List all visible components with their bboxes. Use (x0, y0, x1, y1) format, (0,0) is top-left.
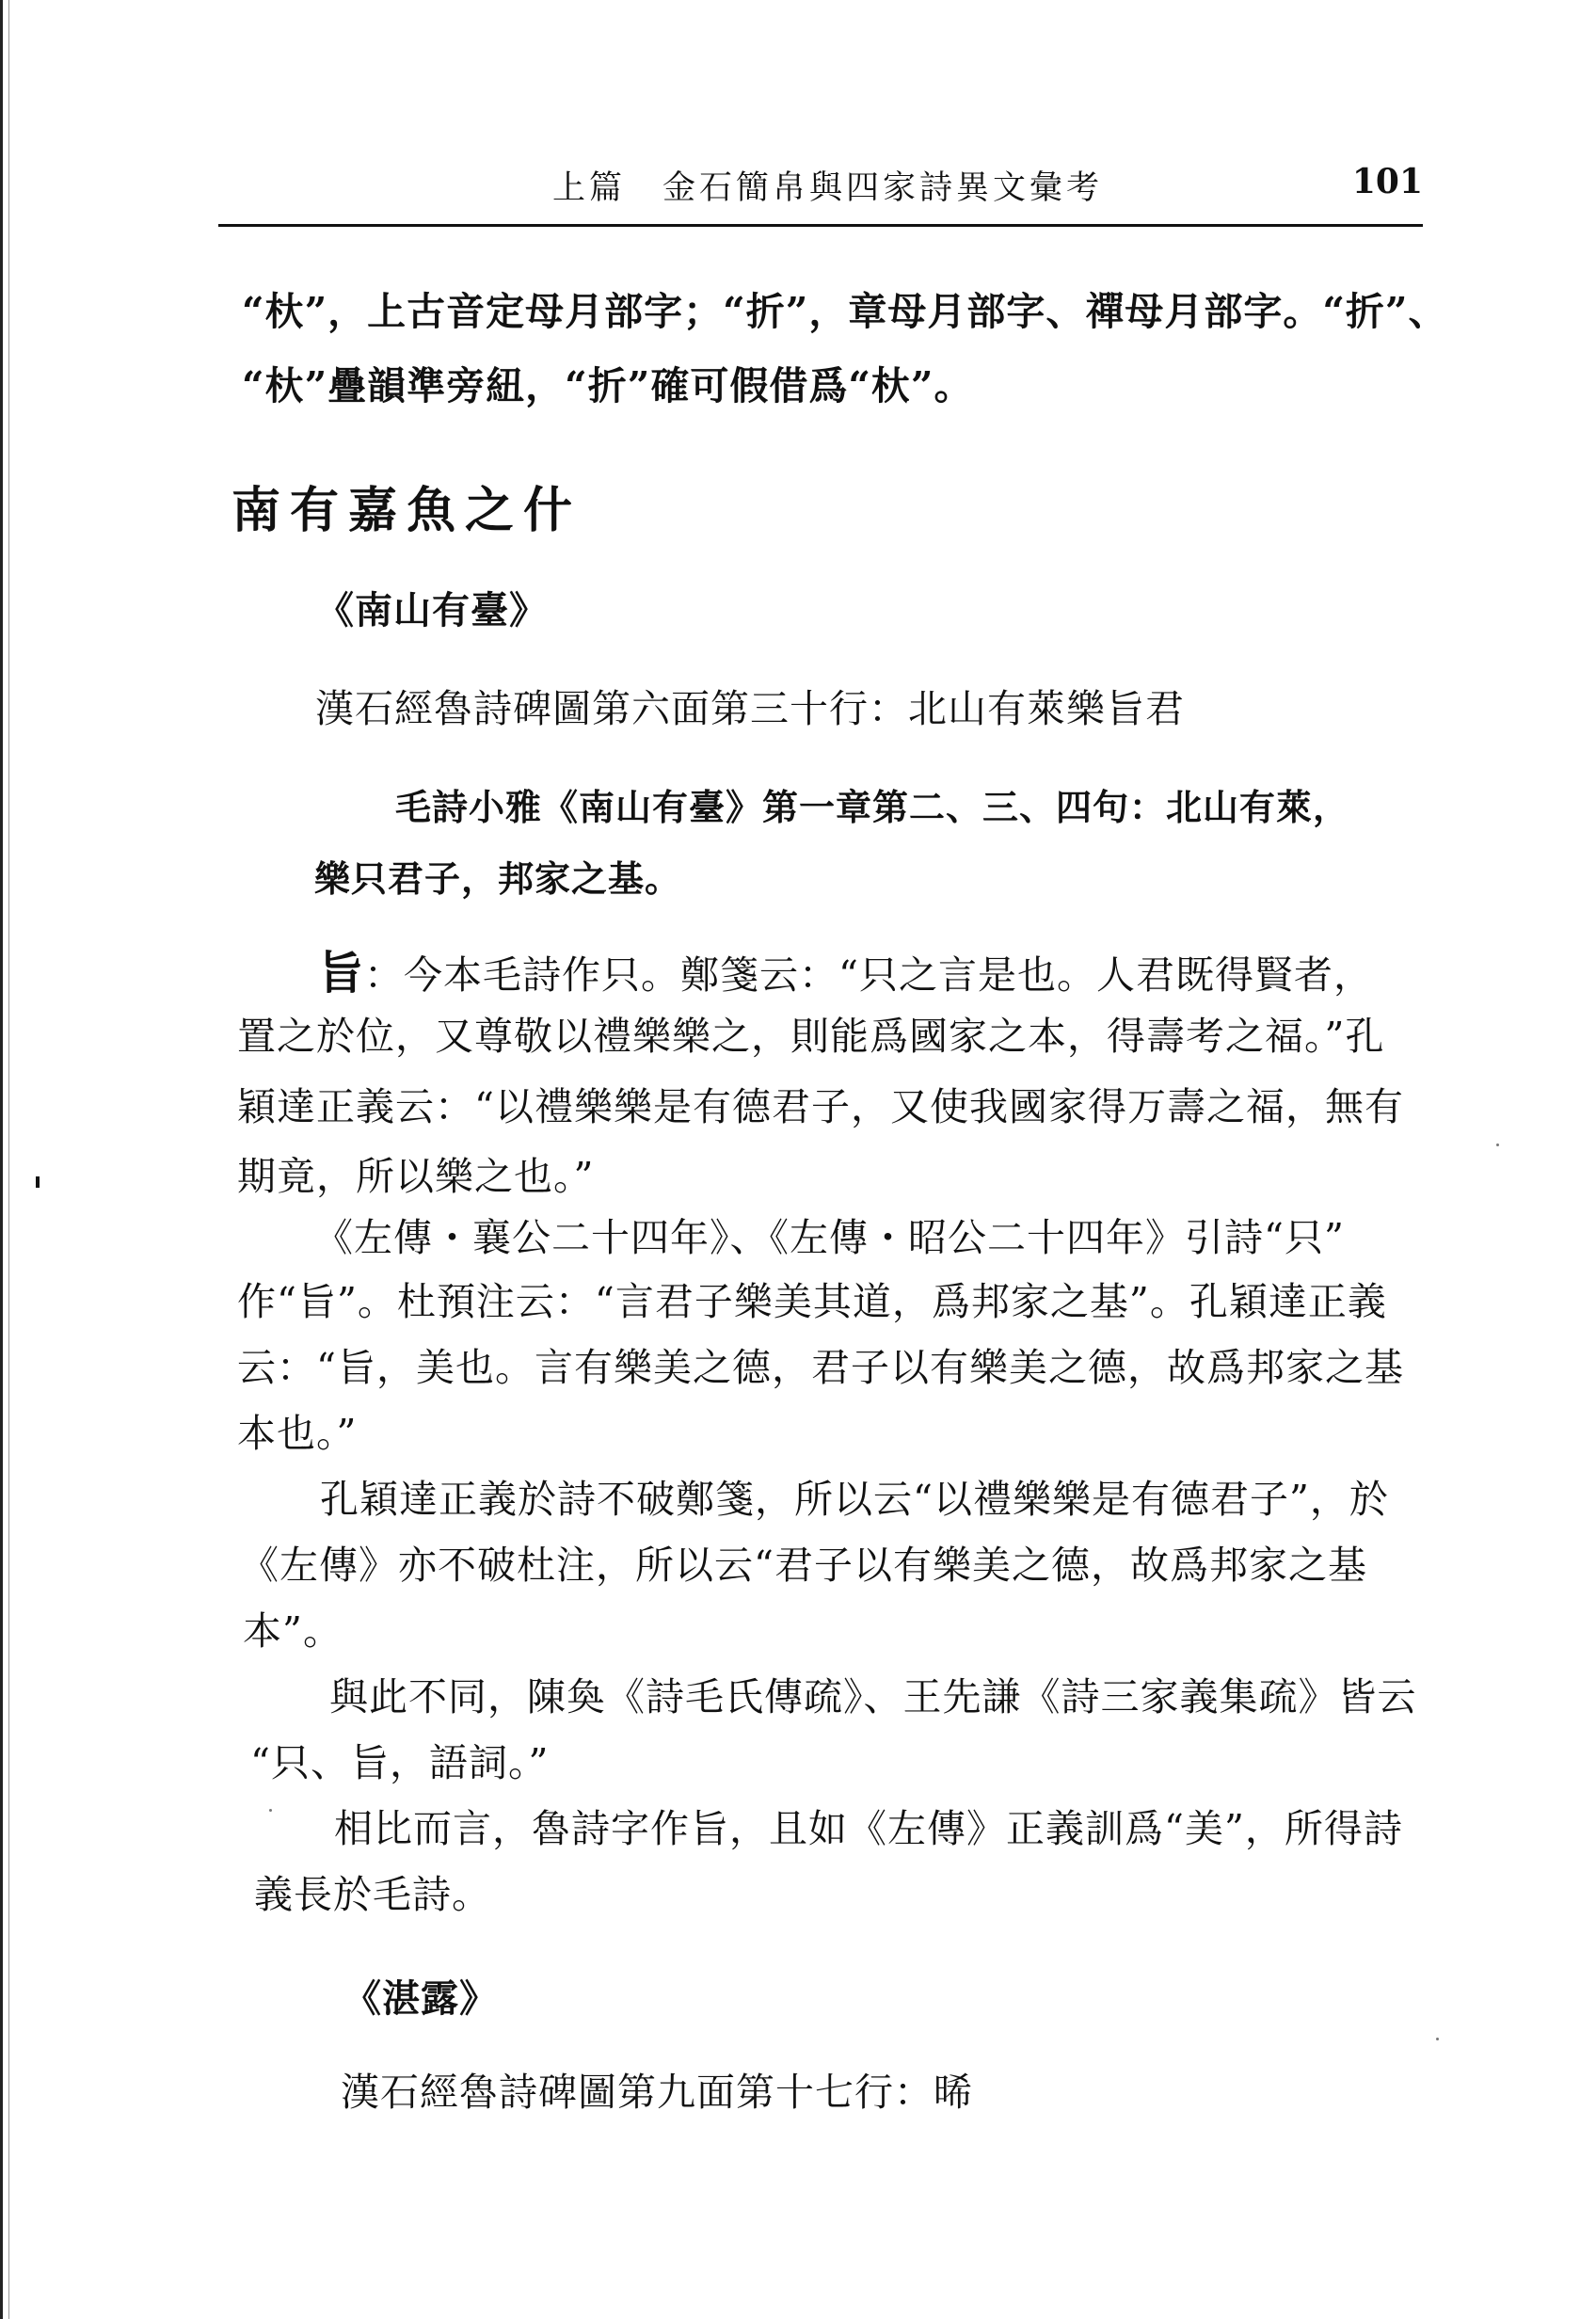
work-title-zhanlu: 《湛露》 (343, 1976, 498, 2021)
commentary-line-5: 《左傳・襄公二十四年》、《左傳・昭公二十四年》引詩“只” (314, 1215, 1345, 1260)
scan-speck (36, 1176, 40, 1188)
running-title: 上篇 金石簡帛與四家詩異文彙考 (552, 169, 1104, 207)
commentary-line-6: 作“旨”。杜預注云：“言君子樂美其道，爲邦家之基”。孔穎達正義 (237, 1279, 1387, 1324)
commentary-line-15: 義長於毛詩。 (254, 1872, 491, 1917)
commentary-line-8: 本也。” (237, 1411, 358, 1456)
commentary-line-10: 《左傳》亦不破杜注，所以云“君子以有樂美之德，故爲邦家之基 (240, 1543, 1367, 1588)
header-rule (218, 224, 1423, 227)
commentary-line-3: 穎達正義云：“以禮樂樂是有德君子，又使我國家得万壽之福，無有 (237, 1084, 1404, 1129)
commentary-line-14: 相比而言，魯詩字作旨，且如《左傳》正義訓爲“美”，所得詩 (334, 1806, 1403, 1851)
work-title-nanshanyoutai: 《南山有臺》 (316, 588, 548, 632)
stone-classic-line-2: 漢石經魯詩碑圖第九面第十七行：晞 (341, 2070, 973, 2115)
commentary-line-12: 與此不同，陳奐《詩毛氏傳疏》、王先謙《詩三家義集疏》皆云 (329, 1674, 1417, 1719)
scan-dot (269, 1809, 272, 1812)
page-header (218, 162, 1423, 218)
intro-line-1: “杕”，上古音定母月部字；“折”，章母月部字、禪母月部字。“折”、 (242, 289, 1448, 334)
commentary-line-11: 本”。 (243, 1608, 343, 1654)
scan-dot (1496, 1144, 1499, 1146)
commentary-line-9: 孔穎達正義於詩不破鄭箋，所以云“以禮樂樂是有德君子”，於 (320, 1477, 1389, 1522)
section-title: 南有嘉魚之什 (231, 482, 583, 539)
scan-dot (1436, 2038, 1439, 2040)
intro-line-2: “杕”疊韻準旁紐，“折”確可假借爲“杕”。 (242, 363, 974, 408)
mao-quote-line-1: 毛詩小雅《南山有臺》第一章第二、三、四句：北山有萊， (395, 786, 1350, 828)
commentary-line-1 (318, 936, 1373, 1001)
page-edge-shadow (8, 0, 9, 2319)
commentary-line-1-text: ：今本毛詩作只。鄭箋云：“只之言是也。人君既得賢者， (364, 952, 1373, 998)
stone-classic-line-1: 漢石經魯詩碑圖第六面第三十行：北山有萊樂旨君 (315, 686, 1185, 731)
mao-quote-line-2: 樂只君子，邦家之基。 (314, 857, 682, 900)
headword-char: 旨 (318, 947, 365, 1000)
page-edge (0, 0, 3, 2319)
commentary-line-4: 期竟，所以樂之也。” (237, 1154, 595, 1199)
commentary-line-7: 云：“旨，美也。言有樂美之德，君子以有樂美之德，故爲邦家之基 (237, 1345, 1404, 1390)
page-number: 101 (1351, 162, 1423, 201)
commentary-line-2: 置之於位，又尊敬以禮樂樂之，則能爲國家之本，得壽考之福。”孔 (237, 1014, 1385, 1059)
commentary-line-13: “只、旨，語詞。” (250, 1740, 550, 1785)
